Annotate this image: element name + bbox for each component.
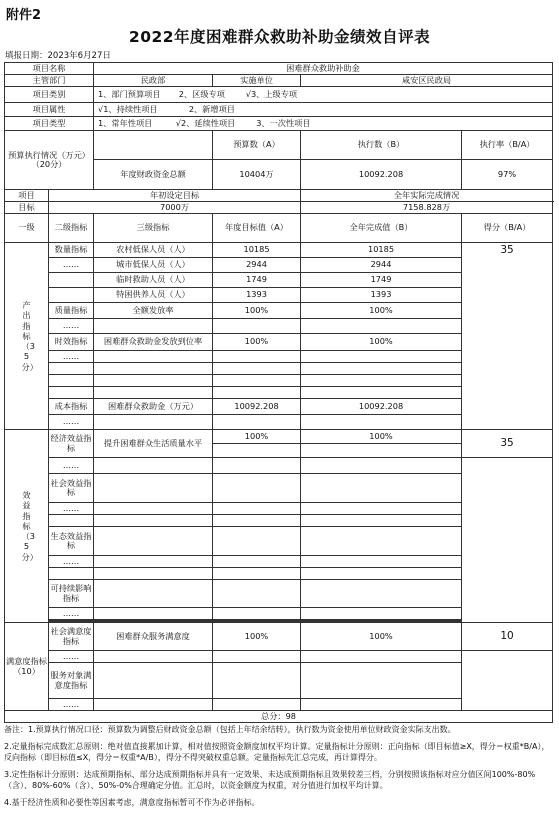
indicator-actual: 10185 [301,243,462,258]
rate-value: 97% [462,160,553,190]
indicator-target: 10092.208 [213,399,301,415]
blank-cell [213,515,301,527]
indicator-name: 提升困难群众生活质量水平 [94,430,213,458]
blank-cell [49,273,94,288]
type-opt-3: 3、一次性项目 [256,117,311,128]
ellipsis: …… [49,651,94,663]
indicator-name: 农村低保人员（人） [94,243,213,258]
target-label: 目标 [5,202,49,214]
satisfaction-score: 10 [462,623,553,651]
blank-cell [94,319,213,334]
indicator-actual: 1749 [301,273,462,288]
blank-cell [301,444,462,458]
benefit-indicator-label: 效益指标（35分） [5,430,49,623]
blank-cell [213,568,301,580]
indicator-name: 困难群众救助金发放到位率 [94,334,213,351]
blank-cell [94,556,213,568]
total-score: 总分：98 [5,711,553,723]
level3-header: 三级指标 [94,214,213,243]
cost-indicator-label: 成本指标 [49,399,94,415]
indicator-target: 100% [213,334,301,351]
category-opt-2: 2、区级专项 [178,88,225,99]
indicator-target: 1393 [213,288,301,303]
target-actual: 7158.828万 [301,202,553,214]
blank-cell [49,515,94,527]
benefit-score: 35 [462,430,553,458]
note-1: 备注：1.预算执行情况口径：预算数为调整后财政资金总额（包括上年结余结转），执行数为资金使用单位财政资金实际支出数。 [4,725,456,734]
note-3: 3.定性指标计分原则：达成预期指标、部分达成预期指标并具有一定效果、未达成预期指标且效果较差三档，分别按照该指标对应分值区间100%-80%（含）、80%-60%（含）、50%-0%合理确定分值。汇总时，以资金额度为权重，对分值进行加权平均计算。 [4,770,536,790]
ellipsis: …… [49,699,94,711]
indicator-score-header: 得分（B/A） [462,214,553,243]
ellipsis: …… [49,319,94,334]
blank-cell [213,319,301,334]
fund-total-label: 年度财政资金总额 [94,160,213,190]
indicator-actual: 10092.208 [301,399,462,415]
blank-cell [94,387,213,399]
satisfaction-indicator-label: 满意度指标（10） [5,623,49,711]
blank-cell [213,556,301,568]
blank-cell [213,458,301,474]
blank-cell [301,375,462,387]
blank-cell [301,651,462,663]
indicator-target: 100% [213,430,301,444]
note-2: 2.定量指标完成数汇总原则：绝对值直接累加计算，相对值按照资金额度加权平均计算。定量指标计分原则：正向指标（即目标值≥X，得分＝权重*B/A），反向指标（即目标值≤X，得分＝权重*A/B），得分不得突破权重总额。定量指标先汇总完成，再计算得分。 [4,742,550,762]
indicator-actual: 2944 [301,258,462,273]
indicator-target: 100% [213,303,301,319]
blank-cell [94,651,213,663]
output-score: 35 [462,243,553,430]
svc-sat-indicator-label: 服务对象满意度指标 [49,663,94,699]
indicator-target: 100% [213,623,301,651]
blank-cell [213,363,301,375]
blank-cell [301,608,462,620]
blank-cell [301,580,462,608]
blank-cell [213,474,301,503]
blank-cell [213,503,301,515]
indicator-actual: 1393 [301,288,462,303]
actual-value-header: 全年完成值（B） [301,214,462,243]
indicator-actual: 100% [301,303,462,319]
blank-cell [462,458,553,623]
indicator-actual: 100% [301,334,462,351]
blank-cell [49,363,94,375]
blank-cell [301,663,462,699]
econ-indicator-label: 经济效益指标 [49,430,94,458]
attr-options [94,103,553,117]
exec-value: 10092.208 [301,160,462,190]
blank-cell [301,556,462,568]
ellipsis: …… [49,556,94,568]
blank-cell [94,351,213,363]
blank-cell [213,351,301,363]
rate-header: 执行率（B/A） [462,131,553,160]
ellipsis: …… [49,503,94,515]
blank-cell [462,651,553,711]
blank-cell [213,663,301,699]
blank-cell [94,415,213,430]
blank-cell [94,580,213,608]
blank-cell [301,415,462,430]
blank-cell [301,458,462,474]
blank-cell [213,608,301,620]
ellipsis: …… [49,351,94,363]
goal-item-header: 项目 [5,190,49,202]
sustain-indicator-label: 可持续影响指标 [49,580,94,608]
blank-cell [301,363,462,375]
note-4: 4.基于经济性质和必要性等因素考虑，满意度指标暂可不作为必评指标。 [4,798,260,807]
goal-actual-header: 全年实际完成情况 [301,190,553,202]
page-title: 2022年度困难群众救助补助金绩效自评表 [128,28,431,46]
blank-cell [301,387,462,399]
blank-cell [49,288,94,303]
type-label: 项目类型 [5,117,94,131]
blank-cell [94,458,213,474]
blank-cell [94,363,213,375]
type-opt-1: 1、常年性项目 [98,117,153,128]
category-options [94,87,553,103]
blank-cell [49,387,94,399]
attr-opt-2: 2、新增项目 [188,103,235,114]
evaluation-table [4,62,553,723]
blank-cell [94,568,213,580]
quality-indicator-label: 质量指标 [49,303,94,319]
impl-unit-label: 实施单位 [213,75,301,87]
attr-label: 项目属性 [5,103,94,117]
blank-cell [94,503,213,515]
ellipsis: …… [49,415,94,430]
output-indicator-label: 产出指标（35分） [5,243,49,430]
blank-cell [94,699,213,711]
blank-cell [94,527,213,556]
soc-sat-indicator-label: 社会满意度指标 [49,623,94,651]
ellipsis: …… [49,608,94,620]
blank-cell [301,319,462,334]
blank-cell [301,699,462,711]
indicator-name: 困难群众服务满意度 [94,623,213,651]
budget-blank [94,131,213,160]
eco-indicator-label: 生态效益指标 [49,527,94,556]
attachment-label: 附件2 [6,8,42,23]
blank-cell [213,527,301,556]
budget-label: 预算执行情况（万元）（20分） [5,131,94,190]
indicator-actual: 100% [301,623,462,651]
budget-value: 10404万 [213,160,301,190]
blank-cell [301,474,462,503]
blank-cell [49,568,94,580]
level2-header: 二级指标 [49,214,94,243]
blank-cell [213,415,301,430]
ellipsis: …… [49,458,94,474]
indicator-name: 临时救助人员（人） [94,273,213,288]
indicator-name: 特困供养人员（人） [94,288,213,303]
time-indicator-label: 时效指标 [49,334,94,351]
type-opt-2: √2、延续性项目 [175,117,236,128]
social-indicator-label: 社会效益指标 [49,474,94,503]
ellipsis: …… [49,258,94,273]
blank-cell [49,375,94,387]
blank-cell [213,444,301,458]
attr-opt-1: √1、持续性项目 [98,103,158,114]
category-opt-3: √3、上级专项 [245,88,298,99]
budget-header: 预算数（A） [213,131,301,160]
supervisor: 民政部 [94,75,213,87]
indicator-target: 1749 [213,273,301,288]
category-opt-1: 1、部门预算项目 [98,88,161,99]
indicator-name: 全额发放率 [94,303,213,319]
blank-cell [213,387,301,399]
blank-cell [94,375,213,387]
impl-unit: 咸安区民政局 [301,75,553,87]
qty-indicator-label: 数量指标 [49,243,94,258]
target-value-header: 年度目标值（A） [213,214,301,243]
blank-cell [301,515,462,527]
indicator-target: 2944 [213,258,301,273]
indicator-name: 困难群众救助金（万元） [94,399,213,415]
project-name-label: 项目名称 [5,63,94,75]
category-label: 项目类别 [5,87,94,103]
exec-header: 执行数（B） [301,131,462,160]
type-options [94,117,553,131]
blank-cell [301,503,462,515]
fill-date: 填报日期：2023年6月27日 [5,51,111,61]
blank-cell [213,375,301,387]
blank-cell [301,351,462,363]
blank-cell [94,515,213,527]
level1-header: 一级 [5,214,49,243]
blank-cell [213,580,301,608]
blank-cell [301,568,462,580]
blank-cell [94,474,213,503]
goal-plan-header: 年初设定目标 [49,190,301,202]
indicator-actual: 100% [301,430,462,444]
indicator-name: 城市低保人员（人） [94,258,213,273]
blank-cell [213,699,301,711]
target-plan: 7000万 [49,202,301,214]
blank-cell [213,651,301,663]
blank-cell [94,608,213,620]
project-name: 困难群众救助补助金 [94,63,553,75]
blank-cell [94,663,213,699]
indicator-target: 10185 [213,243,301,258]
supervisor-label: 主管部门 [5,75,94,87]
blank-cell [301,527,462,556]
